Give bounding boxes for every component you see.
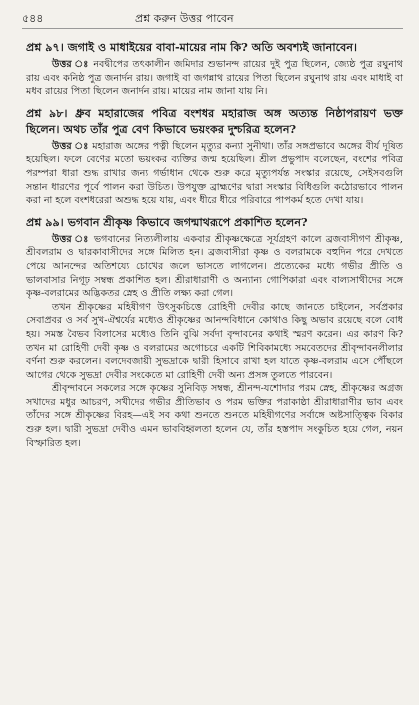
- answer-97: [26, 58, 403, 99]
- answer-label: উত্তর ঃ: [52, 233, 90, 245]
- page-header: [22, 10, 403, 29]
- page-number: ৫৪৪: [22, 12, 44, 25]
- question-98: প্রশ্ন ৯৮। ধ্রুব মহারাজের পবিত্র বংশধর মহারাজ অঙ্গ অত্যন্ত নিষ্ঠাপরায়ণ ভক্ত ছিলেন। অথচ তাঁর পুত্র বেণ কিভাবে ভয়ংকর দুশ্চরিত্র হলেন?: [26, 105, 403, 136]
- answer-label: উত্তর ঃ: [52, 140, 89, 152]
- answer-text: নবদ্বীপের তৎকালীন জমিদার শুভানন্দ রায়ের দুই পুত্র ছিলেন, জ্যেষ্ঠ পুত্র রঘুনাথ রায় এবং কনিষ্ঠ পুত্র জনার্দন রায়। জগাই বা জগন্নাথ রায়ের পিতা ছিলেন রঘুনাথ রায় এবং মাধাই বা মধব রায়ের পিতা ছিলেন জনার্দন রায়। মায়ের নাম জানা যায় নি।: [26, 59, 403, 98]
- question-97: প্রশ্ন ৯৭। জগাই ও মাধাইয়ের বাবা-মায়ের নাম কি? অতি অবশ্যই জানাবেন।: [26, 40, 357, 54]
- answer-99-paragraph: শ্রীবৃন্দাবনে সকলের সঙ্গে কৃষ্ণের সুনিবিড় সম্বন্ধ, শ্রীনন্দ-যশোদার পরম স্নেহ, শ্রীকৃষ্ণের অগ্রজ সখাদের মধুর আচরণ, সখীদের গভীর প্রীতিভাব ও পরম ভক্তির পরাকাষ্ঠা শ্রীরাধারাণীর ভাব এবং তাঁদের সঙ্গে শ্রীকৃষ্ণের বিরহ—এই সব কথা শুনতে শুনতে মহিষীগণের সর্বাঙ্গে অষ্টসাত্ত্বিক বিকার শুরু হল। দ্বারী সুভদ্রা দেবীও এমন ভাববিহ্বলতা হলেন যে, তাঁর হস্তপাদ সংকুচিত হয়ে গেল, নয়ন বিস্ফারিত হল।: [26, 383, 403, 449]
- answer-98: [26, 140, 403, 208]
- answer-text: মহারাজ অঙ্গের পত্নী ছিলেন মৃত্যুর কন্যা সুনীথা। তাঁর সঙ্গপ্রভাবে অঙ্গের বীর্য দূষিত হয়েছিল। ফলে বেণের মতো ভয়ংকর ব্যক্তির জন্ম হয়েছিল। শ্রীল প্রভুপাদ বলেছেন, বংশের পবিত্র পরম্পরা ধারা শুদ্ধ রাখার জন্য গর্ভাধান থেকে শুরু করে মৃত্যুপর্যন্ত সংস্কার রয়েছে, সেইসবগুলি সন্তান ধারণের পূর্বে পালন করা উচিত। উপযুক্ত ব্রাহ্মণের দ্বারা সংস্কার বিধিগুলি কঠোরভাবে পালন করা না হলে বংশধরেরা অশুদ্ধ হয়ে যায়, এবং ধীরে ধীরে পরিবারে পাপকর্ম হতে দেখা যায়।: [26, 140, 403, 207]
- answer-label: উত্তর ঃ: [52, 59, 90, 70]
- answer-99: [26, 233, 403, 301]
- question-99: প্রশ্ন ৯৯। ভগবান শ্রীকৃষ্ণ কিভাবে জগন্মাথরূপে প্রকাশিত হলেন?: [26, 214, 308, 229]
- running-title: প্রশ্ন করুন উত্তর পাবেন: [135, 12, 234, 25]
- answer-text: ভগবানের নিত্যলীলায় একবার শ্রীকৃষ্ণক্ষেত্রে সূর্যগ্রহণ কালে ব্রজবাসীগণ শ্রীকৃষ্ণ, শ্রীবলরাম ও দ্বারকাবাসীদের সঙ্গে মিলিত হন। ব্রজবাসীরা কৃষ্ণ ও বলরামকে বহুদিন পরে দেখতে পেয়ে আনন্দের অতিশয্যে চোখের জলে ভাসতে লাগলেন। প্রত্যেকের মধ্যে গভীর প্রীতি ও ভালবাসার নিগূঢ় সম্বন্ধ প্রকাশিত হল। শ্রীরাধারাণী ও অন্যান্য গোপিকারা এবং বাল্যসাথীদের সঙ্গে কৃষ্ণ-বলরামের অদ্ভিকতর স্নেহ ও প্রীতি লক্ষ্য করা গেল।: [26, 233, 403, 300]
- answer-99-paragraph: তখন শ্রীকৃষ্ণের মহিষীগণ উৎসুকচিত্তে রোহিণী দেবীর কাছে জানতে চাইলেন, সর্বপ্রকার সেবাপ্রবর ও সর্ব সুখ-ঐশ্বর্যের মধ্যেও শ্রীকৃষ্ণের আনন্দবিধানে কোথাও কিছু অভাব রয়েছে বলে বোধ হয়। সমস্ত বৈভব বিলাসের মধ্যেও তিনি বুঝি সর্বদা বৃন্দাবনের কথাই স্মরণ করেন। এর কারণ কি? তখন মা রোহিণী দেবী কৃষ্ণ ও বলরামের অগোচরে একটি শিবিকামধ্যে সমবেতদের শ্রীবৃন্দাবনলীলার বর্ণনা শুরু করলেন। বলদেবজায়ী সুভদ্রাকে দ্বারী হিসাবে রাখা হল যাতে কৃষ্ণ-বলরাম এসে পৌঁছলে আগের থেকে সুভদ্রা দেবীর সংকেতে মা রোহিণী দেবী অন্য প্রসঙ্গ তুলতে পারবেন।: [26, 301, 403, 381]
